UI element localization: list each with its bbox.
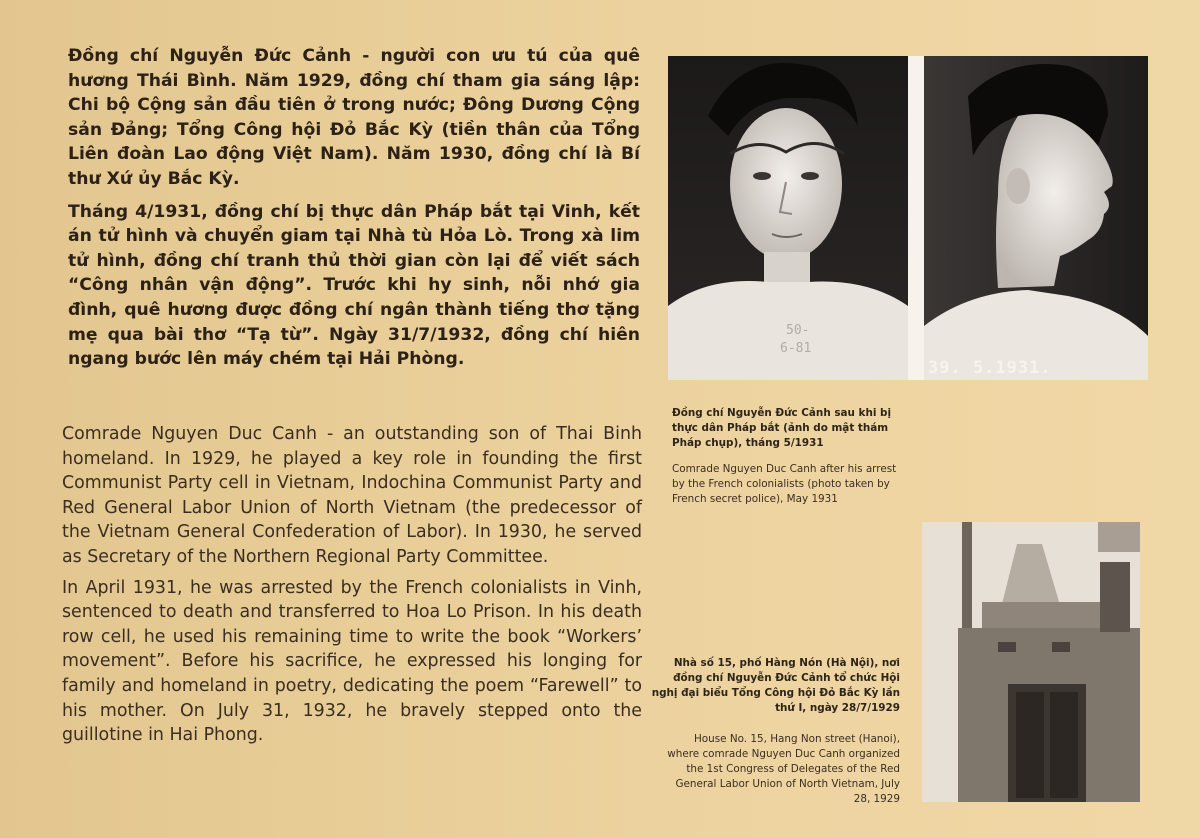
house-caption-english: House No. 15, Hang Non street (Hanoi), where comrade Nguyen Duc Canh organized the 1st Congress of Delegates of the Red General Labor Union of North Vietnam, July 28, 1929 [667,733,900,805]
vietnamese-text-block [68,44,640,380]
english-paragraph-1: Comrade Nguyen Duc Canh - an outstanding son of Thai Binh homeland. In 1929, he played a key role in founding the first Communist Party cell in Vietnam, Indochina Communist Party and Red General Labor Union of North Vietnam (the predecessor of the Vietnam General Confederation of Labor). In 1930, he served as Secretary of the Northern Regional Party Committee. [62,424,642,567]
mugshot-caption-vietnamese: Đồng chí Nguyễn Đức Cảnh sau khi bị thực dân Pháp bắt (ảnh do mật thám Pháp chụp), tháng 5/1931 [672,407,892,449]
svg-text:6-81: 6-81 [780,341,812,356]
house-photo [922,522,1140,802]
english-paragraph-2: In April 1931, he was arrested by the French colonialists in Vinh, sentenced to death and transferred to Hoa Lo Prison. In his death row cell, he used his remaining time to write the book “Workers’ movement”. Before his sacrifice, he expressed his longing for family and homeland in poetry, dedicating the poem “Farewell” to his mother. On July 31, 1932, he bravely stepped onto the guillotine in Hai Phong. [62,577,642,746]
photo-date-stamp: 39. 5.1931. [928,358,1052,378]
mugshot-image [668,56,1148,380]
house-caption-vietnamese: Nhà số 15, phố Hàng Nón (Hà Nội), nơi đồng chí Nguyễn Đức Cảnh tổ chức Hội nghị đại biểu Tổng Công hội Đỏ Bắc Kỳ lần thứ I, ngày 28/7/1929 [651,657,900,714]
house-image [922,522,1140,802]
vietnamese-paragraph-2: Tháng 4/1931, đồng chí bị thực dân Pháp bắt tại Vinh, kết án tử hình và chuyển giam tại Nhà tù Hỏa Lò. Trong xà lim tử hình, đồng chí tranh thủ thời gian còn lại để viết sách “Công nhân vận động”. Trước khi hy sinh, nỗi nhớ gia đình, quê hương được đồng chí ngân thành tiếng thơ tặng mẹ qua bài thơ “Tạ từ”. Ngày 31/7/1932, đồng chí hiên ngang bước lên máy chém tại Hải Phòng. [68,201,640,370]
english-text-block [62,422,642,754]
mugshot-photo [668,56,1148,380]
mugshot-caption-english: Comrade Nguyen Duc Canh after his arrest by the French colonialists (photo taken by French secret police), May 1931 [672,463,897,505]
svg-text:50-: 50- [786,323,810,338]
vietnamese-paragraph-1: Đồng chí Nguyễn Đức Cảnh - người con ưu tú của quê hương Thái Bình. Năm 1929, đồng chí tham gia sáng lập: Chi bộ Cộng sản đầu tiên ở trong nước; Đông Dương Cộng sản Đảng; Tổng Công hội Đỏ Bắc Kỳ (tiền thân của Tổng Liên đoàn Lao động Việt Nam). Năm 1930, đồng chí là Bí thư Xứ ủy Bắc Kỳ. [68,46,640,189]
